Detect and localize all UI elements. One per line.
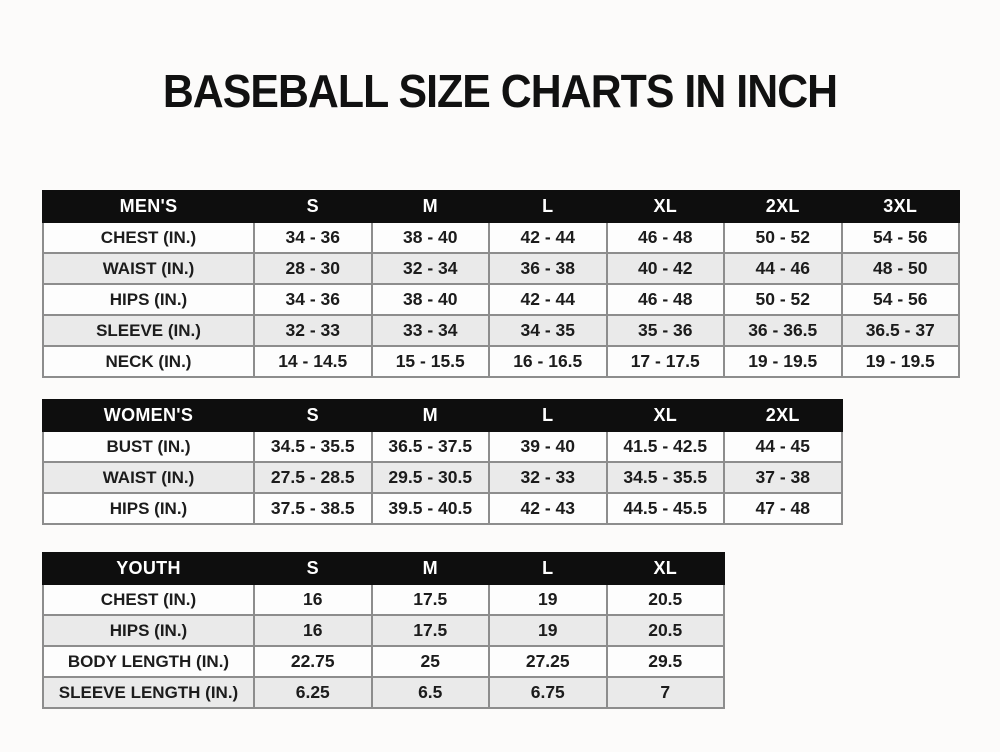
mens-table-title: MEN'S — [43, 191, 254, 222]
youth-value-cell: 16 — [254, 615, 372, 646]
youth-value-cell: 22.75 — [254, 646, 372, 677]
womens-value-cell: 34.5 - 35.5 — [254, 431, 372, 462]
mens-value-cell: 36 - 36.5 — [724, 315, 842, 346]
womens-value-cell: 36.5 - 37.5 — [372, 431, 490, 462]
mens-table-row — [43, 253, 959, 284]
womens-value-cell: 37.5 - 38.5 — [254, 493, 372, 524]
womens-value-cell: 41.5 - 42.5 — [607, 431, 725, 462]
mens-value-cell: 54 - 56 — [842, 222, 960, 253]
womens-value-cell: 42 - 43 — [489, 493, 607, 524]
mens-row-label: NECK (IN.) — [43, 346, 254, 377]
youth-size-header: M — [372, 553, 490, 584]
womens-value-cell: 44 - 45 — [724, 431, 842, 462]
mens-row-label: WAIST (IN.) — [43, 253, 254, 284]
mens-table-row — [43, 315, 959, 346]
mens-size-header: L — [489, 191, 607, 222]
mens-table-container — [42, 190, 960, 378]
womens-row-label: HIPS (IN.) — [43, 493, 254, 524]
mens-value-cell: 46 - 48 — [607, 222, 725, 253]
youth-value-cell: 16 — [254, 584, 372, 615]
mens-value-cell: 15 - 15.5 — [372, 346, 490, 377]
youth-size-table — [42, 552, 725, 709]
mens-value-cell: 19 - 19.5 — [842, 346, 960, 377]
mens-value-cell: 36.5 - 37 — [842, 315, 960, 346]
mens-table-row — [43, 222, 959, 253]
mens-row-label: SLEEVE (IN.) — [43, 315, 254, 346]
youth-value-cell: 25 — [372, 646, 490, 677]
mens-header-row — [43, 191, 959, 222]
mens-size-header: 2XL — [724, 191, 842, 222]
mens-value-cell: 38 - 40 — [372, 284, 490, 315]
mens-value-cell: 42 - 44 — [489, 284, 607, 315]
mens-value-cell: 46 - 48 — [607, 284, 725, 315]
youth-row-label: CHEST (IN.) — [43, 584, 254, 615]
youth-value-cell: 17.5 — [372, 584, 490, 615]
womens-size-header: 2XL — [724, 400, 842, 431]
page-title: BASEBALL SIZE CHARTS IN INCH — [162, 65, 838, 117]
youth-table-row — [43, 615, 724, 646]
mens-value-cell: 48 - 50 — [842, 253, 960, 284]
mens-value-cell: 34 - 35 — [489, 315, 607, 346]
womens-value-cell: 39.5 - 40.5 — [372, 493, 490, 524]
mens-value-cell: 50 - 52 — [724, 222, 842, 253]
mens-value-cell: 54 - 56 — [842, 284, 960, 315]
womens-size-header: M — [372, 400, 490, 431]
mens-table-row — [43, 284, 959, 315]
mens-value-cell: 16 - 16.5 — [489, 346, 607, 377]
youth-value-cell: 6.25 — [254, 677, 372, 708]
womens-value-cell: 29.5 - 30.5 — [372, 462, 490, 493]
youth-row-label: HIPS (IN.) — [43, 615, 254, 646]
youth-row-label: SLEEVE LENGTH (IN.) — [43, 677, 254, 708]
youth-row-label: BODY LENGTH (IN.) — [43, 646, 254, 677]
youth-value-cell: 19 — [489, 615, 607, 646]
womens-size-header: L — [489, 400, 607, 431]
mens-size-header: S — [254, 191, 372, 222]
youth-table-row — [43, 646, 724, 677]
youth-size-header: XL — [607, 553, 725, 584]
youth-value-cell: 19 — [489, 584, 607, 615]
youth-size-header: L — [489, 553, 607, 584]
womens-size-table — [42, 399, 843, 525]
womens-table-title: WOMEN'S — [43, 400, 254, 431]
womens-size-header: XL — [607, 400, 725, 431]
youth-value-cell: 7 — [607, 677, 725, 708]
womens-table-row — [43, 462, 842, 493]
youth-size-header: S — [254, 553, 372, 584]
youth-value-cell: 20.5 — [607, 615, 725, 646]
youth-value-cell: 17.5 — [372, 615, 490, 646]
mens-value-cell: 33 - 34 — [372, 315, 490, 346]
mens-value-cell: 32 - 34 — [372, 253, 490, 284]
mens-value-cell: 35 - 36 — [607, 315, 725, 346]
womens-value-cell: 39 - 40 — [489, 431, 607, 462]
mens-value-cell: 38 - 40 — [372, 222, 490, 253]
mens-value-cell: 50 - 52 — [724, 284, 842, 315]
womens-table-container — [42, 399, 843, 525]
mens-value-cell: 32 - 33 — [254, 315, 372, 346]
womens-row-label: BUST (IN.) — [43, 431, 254, 462]
mens-table-row — [43, 346, 959, 377]
womens-row-label: WAIST (IN.) — [43, 462, 254, 493]
womens-value-cell: 44.5 - 45.5 — [607, 493, 725, 524]
youth-value-cell: 29.5 — [607, 646, 725, 677]
mens-value-cell: 40 - 42 — [607, 253, 725, 284]
youth-header-row — [43, 553, 724, 584]
mens-value-cell: 14 - 14.5 — [254, 346, 372, 377]
womens-value-cell: 34.5 - 35.5 — [607, 462, 725, 493]
mens-value-cell: 42 - 44 — [489, 222, 607, 253]
mens-size-header: 3XL — [842, 191, 960, 222]
womens-value-cell: 37 - 38 — [724, 462, 842, 493]
mens-value-cell: 34 - 36 — [254, 222, 372, 253]
womens-value-cell: 47 - 48 — [724, 493, 842, 524]
youth-table-container — [42, 552, 725, 709]
womens-table-row — [43, 493, 842, 524]
womens-value-cell: 27.5 - 28.5 — [254, 462, 372, 493]
womens-table-row — [43, 431, 842, 462]
mens-size-header: M — [372, 191, 490, 222]
womens-size-header: S — [254, 400, 372, 431]
womens-header-row — [43, 400, 842, 431]
youth-table-row — [43, 584, 724, 615]
mens-value-cell: 36 - 38 — [489, 253, 607, 284]
mens-size-table — [42, 190, 960, 378]
mens-row-label: CHEST (IN.) — [43, 222, 254, 253]
youth-table-row — [43, 677, 724, 708]
mens-size-header: XL — [607, 191, 725, 222]
mens-value-cell: 28 - 30 — [254, 253, 372, 284]
youth-value-cell: 6.75 — [489, 677, 607, 708]
mens-value-cell: 44 - 46 — [724, 253, 842, 284]
womens-value-cell: 32 - 33 — [489, 462, 607, 493]
mens-row-label: HIPS (IN.) — [43, 284, 254, 315]
youth-value-cell: 20.5 — [607, 584, 725, 615]
mens-value-cell: 19 - 19.5 — [724, 346, 842, 377]
mens-value-cell: 34 - 36 — [254, 284, 372, 315]
youth-value-cell: 6.5 — [372, 677, 490, 708]
youth-table-title: YOUTH — [43, 553, 254, 584]
mens-value-cell: 17 - 17.5 — [607, 346, 725, 377]
youth-value-cell: 27.25 — [489, 646, 607, 677]
